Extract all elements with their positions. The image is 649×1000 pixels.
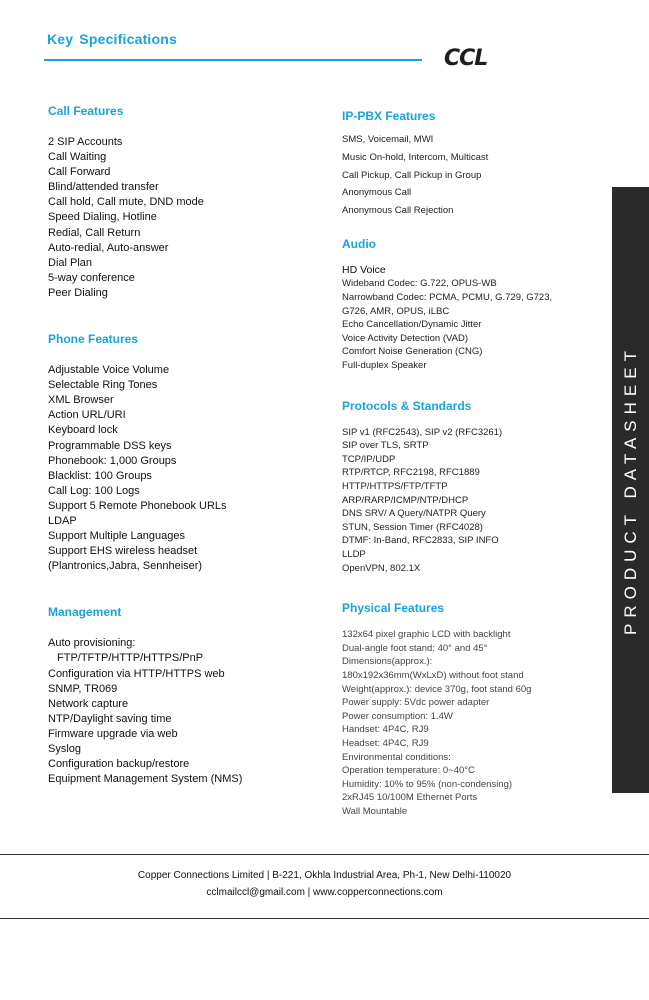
section-title-management: Management [48, 605, 122, 620]
call-features-section [48, 104, 318, 301]
list-item: (Plantronics,Jabra, Sennheiser) [48, 560, 203, 573]
list-item: Configuration via HTTP/HTTPS web [48, 667, 225, 680]
list-item: Full-duplex Speaker [342, 360, 427, 372]
list-item: Call Pickup, Call Pickup in Group [342, 169, 482, 181]
section-title-call-features: Call Features [48, 104, 124, 118]
list-item: Syslog [48, 743, 82, 755]
list-item: XML Browser [48, 394, 114, 407]
list-item: STUN, Session Timer (RFC4028) [342, 521, 483, 533]
section-title-ipx-features: IP-PBX Features [342, 109, 436, 123]
list-item: Dimensions(approx.): [342, 656, 433, 668]
list-item: 132x64 pixel graphic LCD with backlight [342, 629, 511, 641]
list-item: Adjustable Voice Volume [48, 364, 170, 377]
list-item: Action URL/URI [48, 409, 126, 422]
list-item: 180x192x36mm(WxLxD) without foot stand [342, 669, 524, 681]
list-item: OpenVPN, 802.1X [342, 562, 421, 574]
list-item: Humidity: 10% to 95% (non-condensing) [342, 778, 513, 790]
list-item: Call Forward [48, 166, 111, 179]
list-item: Wall Mountable [342, 805, 408, 817]
audio-section [342, 237, 572, 373]
protocols-section [342, 399, 572, 576]
list-item: Auto provisioning: [48, 637, 136, 650]
list-item: Dial Plan [48, 256, 93, 269]
list-item: Auto-redial, Auto-answer [48, 241, 169, 254]
list-item: Echo Cancellation/Dynamic Jitter [342, 319, 482, 331]
list-item: Call hold, Call mute, DND mode [48, 196, 204, 209]
list-item: Redial, Call Return [48, 226, 141, 239]
footer-address: Copper Connections Limited | B-221, Okhla Industrial Area, Ph-1, New Delhi-110020 [137, 870, 512, 881]
header-divider [44, 59, 422, 61]
list-item: Power consumption: 1.4W [342, 710, 453, 722]
list-item: FTP/TFTP/HTTP/HTTPS/PnP [57, 652, 204, 665]
list-item: Environmental conditions: [342, 751, 451, 763]
list-item: Firmware upgrade via web [48, 727, 178, 740]
list-item: Operation temperature: 0~40°C [342, 765, 475, 777]
list-item: DNS SRV/ A Query/NATPR Query [342, 508, 486, 520]
list-item: Music On-hold, Intercom, Multicast [342, 151, 489, 163]
list-item: Anonymous Call Rejection [342, 205, 454, 217]
list-item: Comfort Noise Generation (CNG) [342, 346, 483, 358]
list-item: ARP/RARP/ICMP/NTP/DHCP [342, 494, 469, 506]
left-column [48, 104, 318, 787]
list-item: HTTP/HTTPS/FTP/TFTP [342, 481, 448, 493]
list-item: Headset: 4P4C, RJ9 [342, 737, 429, 749]
list-item: Selectable Ring Tones [48, 379, 158, 392]
list-item: Blacklist: 100 Groups [48, 469, 152, 482]
list-item: 5-way conference [48, 271, 135, 284]
list-item: HD Voice [342, 263, 386, 276]
footer-divider-top [0, 854, 649, 855]
list-item: Dual-angle foot stand: 40° and 45° [342, 642, 488, 654]
footer-divider-bottom [0, 918, 649, 919]
list-item: RTP/RTCP, RFC2198, RFC1889 [342, 467, 480, 479]
phone-features-section [48, 332, 318, 574]
list-item: LLDP [342, 548, 366, 560]
right-column [342, 109, 572, 818]
section-title-protocols: Protocols & Standards [342, 398, 472, 413]
list-item: Keyboard lock [48, 424, 118, 437]
title-word-specifications: Specifications [79, 31, 178, 47]
list-item: Call Log: 100 Logs [48, 484, 140, 497]
management-section [48, 605, 318, 787]
list-item: Blind/attended transfer [48, 181, 159, 194]
list-item: Support 5 Remote Phonebook URLs [48, 499, 227, 512]
list-item: TCP/IP/UDP [342, 453, 396, 465]
title-word-key: Key [47, 31, 74, 47]
side-banner-text: PRODUCT DATASHEET [620, 345, 640, 635]
list-item: Call Waiting [48, 151, 107, 164]
list-item: Weight(approx.): device 370g, foot stand 60g [342, 683, 532, 695]
list-item: Network capture [48, 697, 129, 710]
list-item: Power supply: 5Vdc power adapter [342, 697, 490, 709]
list-item: Narrowband Codec: PCMA, PCMU, G.729, G723, [342, 292, 553, 304]
ipx-features-section [342, 109, 572, 220]
page-title [47, 31, 177, 47]
list-item: SMS, Voicemail, MWI [342, 134, 434, 145]
list-item: SIP over TLS, SRTP [342, 440, 429, 452]
physical-features-section [342, 601, 572, 818]
section-title-audio: Audio [342, 236, 376, 251]
list-item: 2xRJ45 10/100M Ethernet Ports [342, 792, 478, 804]
list-item: Equipment Management System (NMS) [48, 773, 243, 786]
list-item: Handset: 4P4C, RJ9 [342, 724, 429, 736]
list-item: Programmable DSS keys [48, 439, 172, 452]
list-item: Peer Dialing [48, 286, 108, 299]
list-item: Voice Activity Detection (VAD) [342, 332, 469, 344]
side-banner [612, 187, 649, 793]
list-item: LDAP [48, 514, 77, 527]
ccl-logo: CCL [444, 46, 488, 71]
list-item: Configuration backup/restore [48, 758, 190, 771]
section-title-physical-features: Physical Features [342, 601, 445, 616]
section-title-phone-features: Phone Features [48, 332, 139, 347]
list-item: Support Multiple Languages [48, 530, 185, 543]
list-item: Speed Dialing, Hotline [48, 211, 157, 224]
list-item: SIP v1 (RFC2543), SIP v2 (RFC3261) [342, 426, 503, 438]
list-item: Support EHS wireless headset [48, 545, 198, 558]
list-item: DTMF: In-Band, RFC2833, SIP INFO [342, 535, 499, 547]
list-item: 2 SIP Accounts [48, 136, 123, 148]
list-item: Wideband Codec: G.722, OPUS-WB [342, 278, 497, 290]
list-item: Phonebook: 1,000 Groups [48, 454, 177, 467]
list-item: NTP/Daylight saving time [48, 712, 172, 725]
list-item: SNMP, TR069 [48, 682, 118, 695]
list-item: G726, AMR, OPUS, iLBC [342, 305, 450, 317]
list-item: Anonymous Call [342, 187, 412, 199]
footer-contact: cclmailccl@gmail.com | www.copperconnections.com [206, 887, 443, 898]
